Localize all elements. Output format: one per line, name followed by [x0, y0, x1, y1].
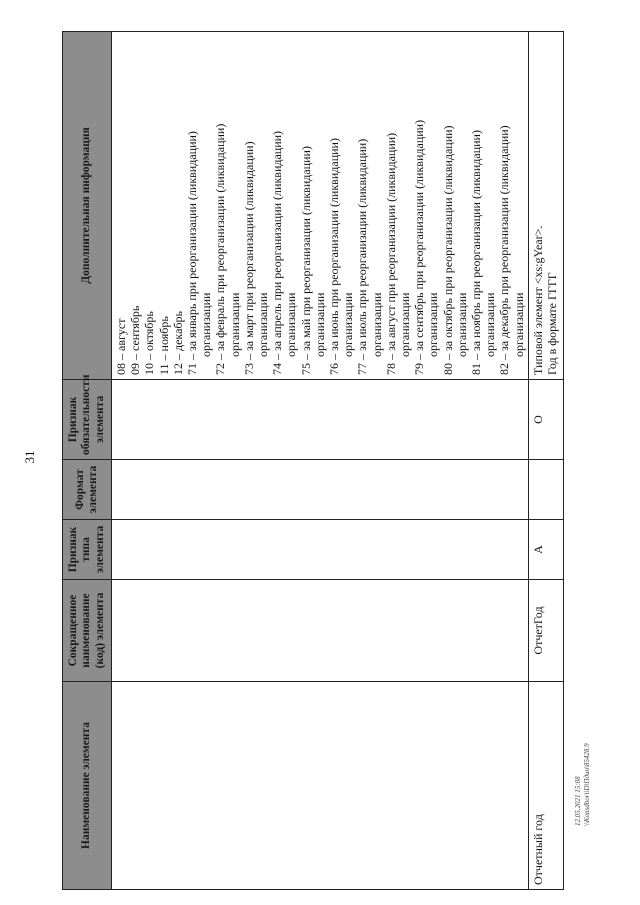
info-line: организации: [483, 292, 498, 357]
info-line: Типовой элемент <xs:gYear>.: [530, 225, 545, 375]
page-number: 31: [22, 450, 37, 464]
info-line: организации: [284, 292, 299, 357]
header-element-required: Признак обязательности элемента: [63, 380, 112, 460]
info-line: 79 – за сентябрь при реорганизации (ликвидации): [412, 119, 427, 375]
spec-sheet: [62, 32, 560, 890]
header-additional-info: Дополнительная информация: [63, 32, 112, 380]
info-line: 76 – за июнь при реорганизации (ликвидации): [327, 138, 342, 375]
info-line: 10 – октябрь: [142, 311, 157, 375]
cell-format-empty: [112, 460, 529, 520]
info-line: 82 – за декабрь при реорганизации (ликвидации): [497, 125, 512, 375]
info-line: организации: [199, 292, 214, 357]
info-line: организации: [511, 292, 526, 357]
info-line: 08 – август: [114, 318, 128, 375]
info-line: 78 – за август при реорганизации (ликвидации): [383, 132, 398, 375]
info-line: 75 – за май при реорганизации (ликвидации): [298, 146, 313, 375]
info-line: 11 – ноябрь: [156, 316, 171, 375]
cell-element-required: О: [528, 380, 563, 460]
header-element-type: Признак типа элемента: [63, 520, 112, 580]
cell-name-empty: [112, 682, 529, 890]
info-line: 12 – декабрь: [170, 311, 185, 375]
cell-element-name: Отчетный год: [528, 682, 563, 890]
info-line: организации: [398, 292, 413, 357]
cell-additional-info: [112, 32, 529, 380]
table-row: [112, 32, 529, 890]
header-element-format: Формат элемента: [63, 460, 112, 520]
rotated-page-content: [62, 32, 560, 890]
info-line: организации: [312, 292, 327, 357]
info-line: 72 – за февраль при реорганизации (ликвидации): [213, 123, 228, 375]
cell-type-empty: [112, 520, 529, 580]
info-line: 74 – за апрель при реорганизации (ликвидации): [270, 130, 285, 375]
header-element-name: Наименование элемента: [63, 682, 112, 890]
cell-required-empty: [112, 380, 529, 460]
cell-element-info: [528, 32, 563, 380]
info-line: 77 – за июль при реорганизации (ликвидации): [355, 138, 370, 375]
info-line: 73 – за март при реорганизации (ликвидации): [241, 141, 256, 375]
info-line: организации: [454, 292, 469, 357]
header-element-code: Сокращенное наименование (код) элемента: [63, 580, 112, 682]
cell-element-format: [528, 460, 563, 520]
info-line: 80 – за октябрь при реорганизации (ликвидации): [440, 125, 455, 375]
cell-element-type: А: [528, 520, 563, 580]
cell-element-code: ОтчетГод: [528, 580, 563, 682]
info-line: 71 – за январь при реорганизации (ликвидации): [185, 131, 200, 375]
info-line: организации: [369, 292, 384, 357]
info-code-list: [114, 36, 526, 375]
table-header-row: [63, 32, 112, 890]
table-row: [528, 32, 563, 890]
element-spec-table: [62, 31, 564, 890]
info-line: организации: [256, 292, 271, 357]
info-line: организации: [227, 292, 242, 357]
info-line: организации: [426, 292, 441, 357]
info-line: организации: [341, 292, 356, 357]
info-line: 09 – сентябрь: [128, 305, 143, 375]
info-line: Год в формате ГГГГ: [545, 272, 560, 375]
cell-code-empty: [112, 580, 529, 682]
print-stamp: [574, 743, 612, 826]
stamp-date: 12.05.2021 15:08: [574, 776, 582, 826]
info-line: 81 – за ноябрь при реорганизации (ликвидации): [469, 130, 484, 375]
stamp-path: \\Konsdbori\D\Пдин\85428.9: [583, 743, 591, 826]
